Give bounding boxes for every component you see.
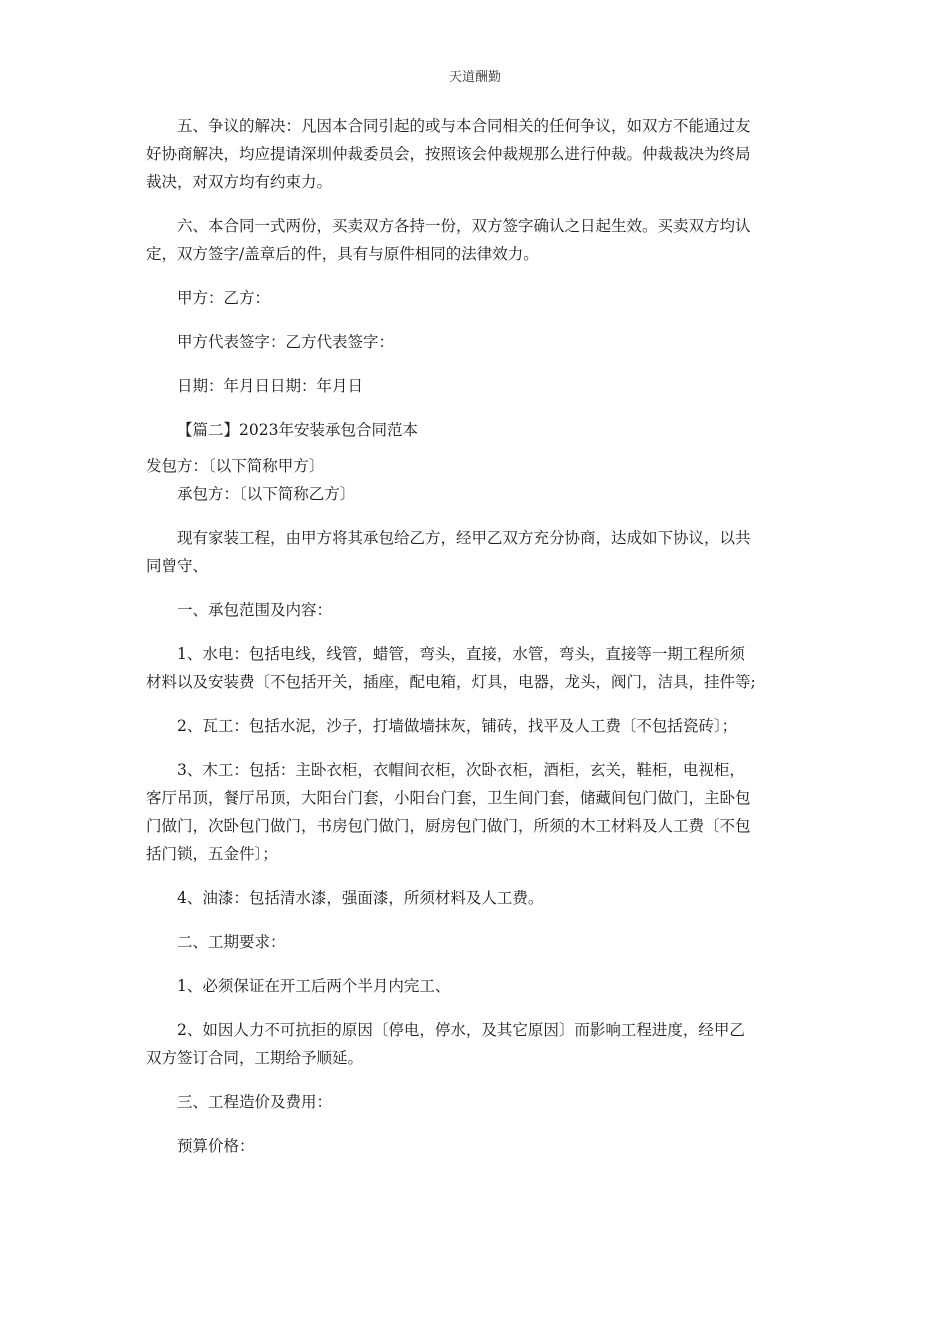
heading-cost: 三、工程造价及费用： — [177, 1093, 333, 1111]
text-line: 2、如因人力不可抗拒的原因〔停电，停水，及其它原因〕而影响工程进度，经甲乙 — [177, 1021, 745, 1039]
text-line: 材料以及安装费〔不包括开关，插座，配电箱，灯具，电器，龙头，阀门，洁具，挂件等; — [146, 673, 756, 691]
text-line: 同曾守、 — [146, 557, 209, 575]
contractor-party: 承包方：〔以下简称乙方〕 — [177, 485, 356, 503]
paragraph-intro — [146, 524, 816, 580]
party-names: 甲方：乙方： — [177, 289, 271, 307]
text-line: 3、木工：包括：主卧衣柜，衣帽间衣柜，次卧衣柜，酒柜，玄关，鞋柜，电视柜， — [177, 761, 745, 779]
heading-schedule: 二、工期要求： — [177, 933, 286, 951]
text-line: 裁决，对双方均有约束力。 — [146, 173, 333, 191]
text-line: 定，双方签字/盖章后的件，具有与原件相同的法律效力。 — [146, 245, 539, 263]
text-line: 双方签订合同，工期给予顺延。 — [146, 1049, 364, 1067]
text-line: 好协商解决，均应提请深圳仲裁委员会，按照该会仲裁规那么进行仲裁。仲裁裁决为终局 — [146, 145, 751, 163]
text-line: 客厅吊顶，餐厅吊顶，大阳台门套，小阳台门套，卫生间门套，储藏间包门做门，主卧包 — [146, 789, 751, 807]
budget-price: 预算价格： — [177, 1137, 255, 1155]
paragraph-contract-copies — [146, 212, 816, 268]
text-line: 现有家装工程，由甲方将其承包给乙方，经甲乙双方充分协商，达成如下协议，以共 — [177, 529, 751, 547]
page-header: 天道酬勤 — [448, 70, 501, 85]
item-painting: 4、油漆：包括清水漆，强面漆，所须材料及人工费。 — [177, 889, 544, 907]
representative-signatures: 甲方代表签字：乙方代表签字： — [177, 333, 395, 351]
paragraph-dispute-resolution — [146, 112, 816, 196]
text-line: 1、水电：包括电线，线管，蜡管，弯头，直接，水管，弯头，直接等一期工程所须 — [177, 645, 745, 663]
text-line: 括门锁，五金件〕； — [146, 845, 278, 863]
item-carpentry — [146, 756, 816, 868]
schedule-item-2 — [146, 1016, 816, 1072]
signing-dates: 日期：年月日日期：年月日 — [177, 377, 364, 395]
text-line: 门做门，次卧包门做门，书房包门做门，厨房包门做门，所须的木工材料及人工费〔不包 — [146, 817, 751, 835]
heading-scope: 一、承包范围及内容： — [177, 601, 333, 619]
schedule-item-1: 1、必须保证在开工后两个半月内完工、 — [177, 977, 451, 995]
item-masonry: 2、瓦工：包括水泥，沙子，打墙做墙抹灰，铺砖，找平及人工费〔不包括瓷砖〕； — [177, 717, 738, 735]
text-line: 六、本合同一式两份，买卖双方各持一份，双方签字确认之日起生效。买卖双方均认 — [177, 217, 751, 235]
item-plumbing-electrical — [146, 640, 816, 696]
document-body — [146, 112, 816, 1176]
employer-party: 发包方：〔以下简称甲方〕 — [146, 457, 325, 475]
text-line: 五、争议的解决：凡因本合同引起的或与本合同相关的任何争议，如双方不能通过友 — [177, 117, 751, 135]
section-title: 【篇二】2023年安装承包合同范本 — [177, 421, 418, 439]
